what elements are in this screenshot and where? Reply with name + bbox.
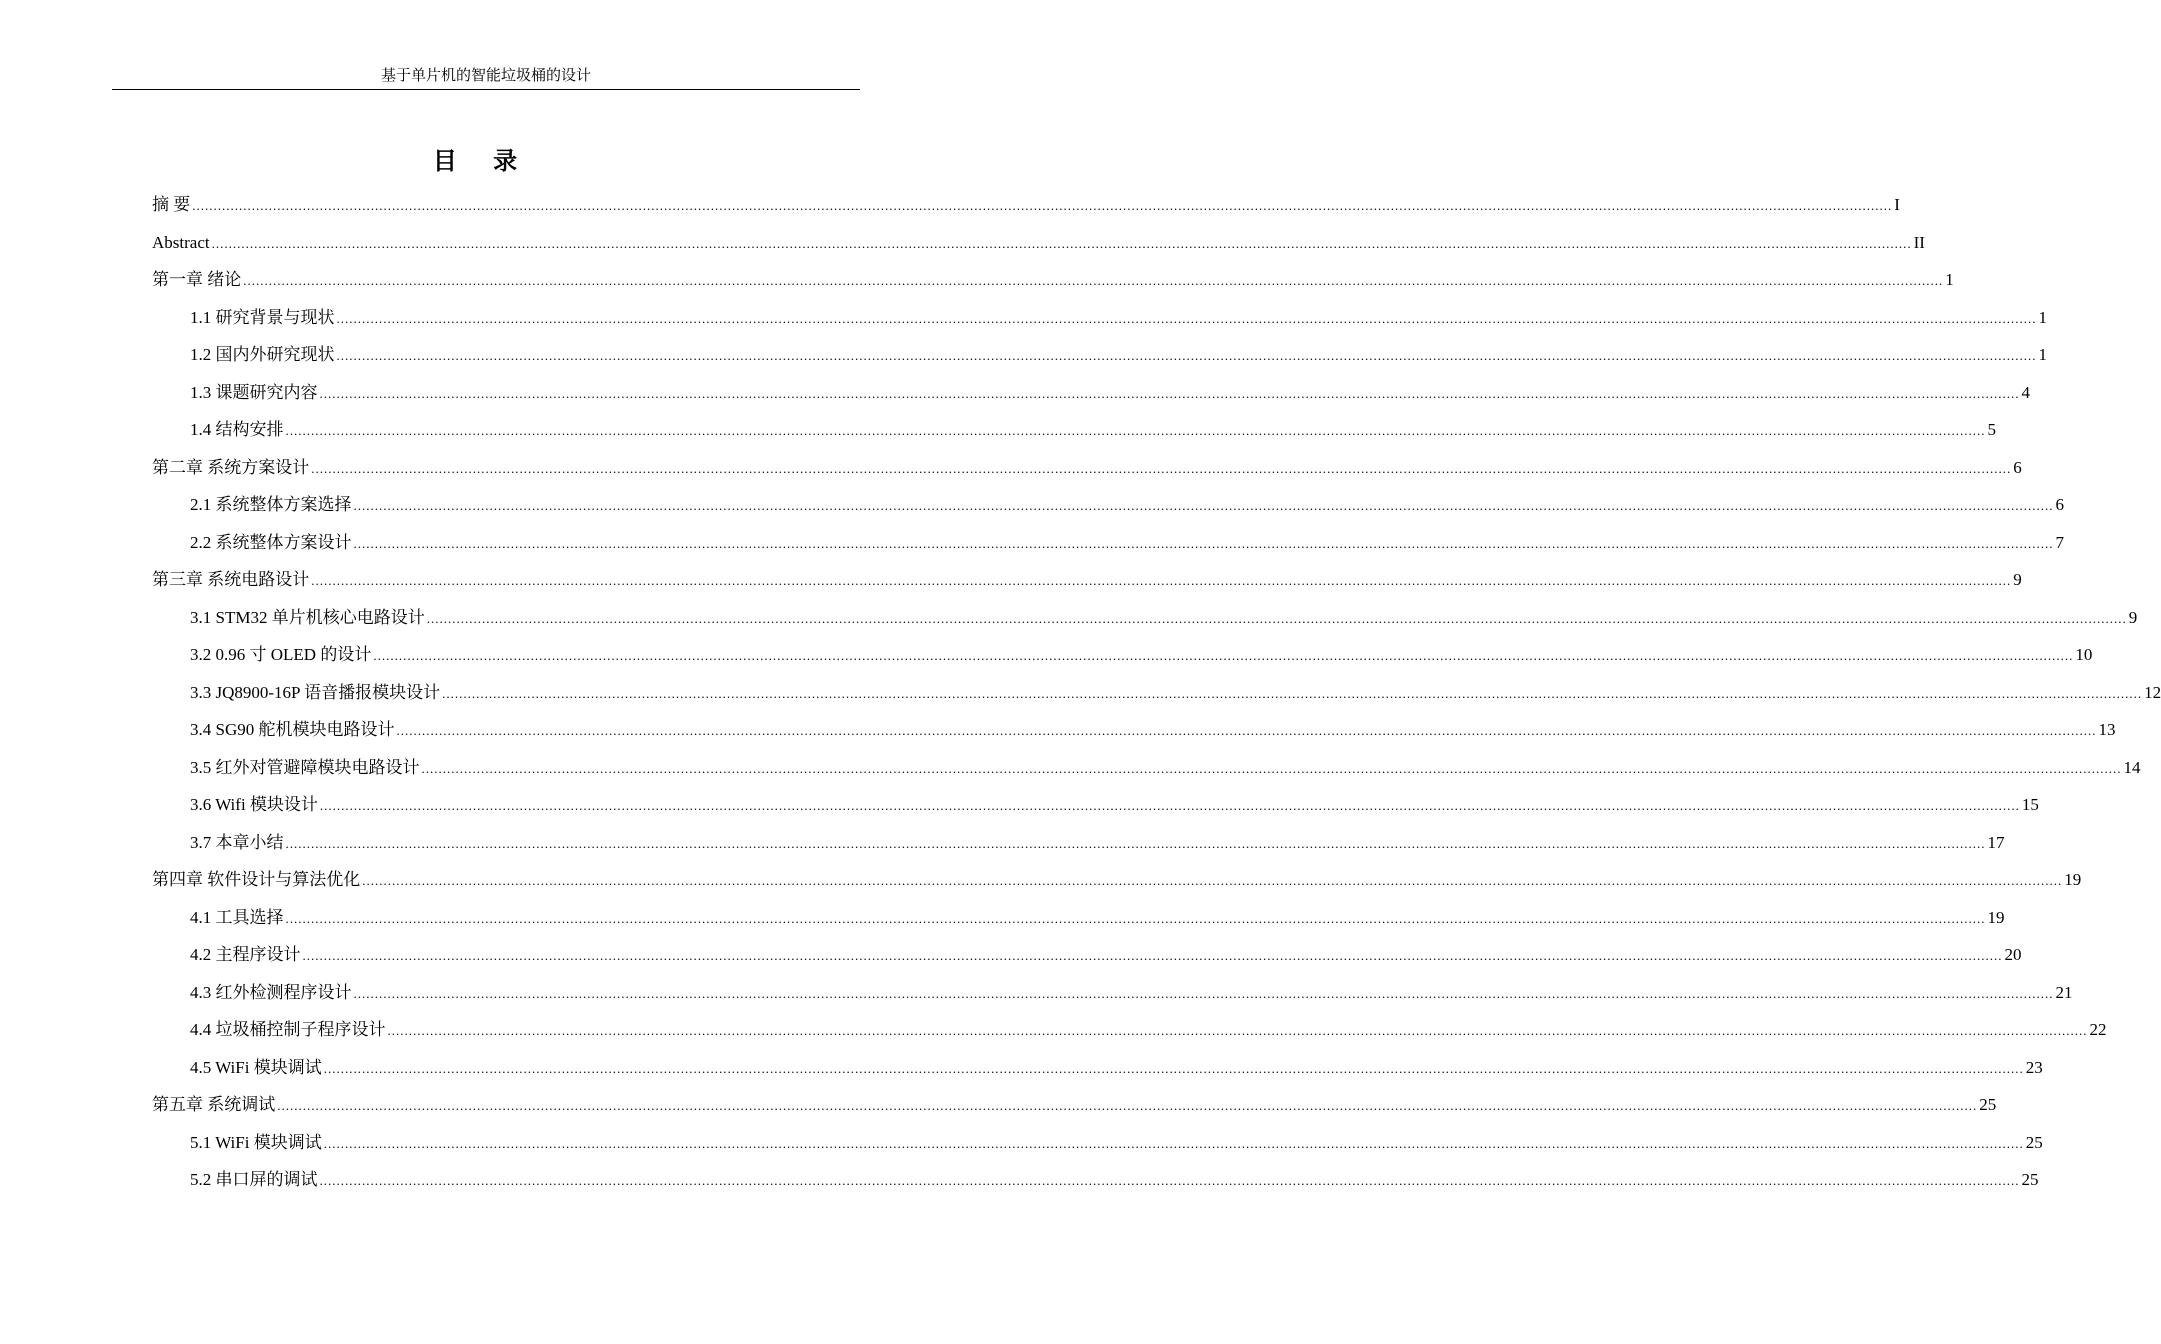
- toc-page-number: 1: [2038, 345, 2047, 364]
- toc-dot-leader: ................................................................................................................................................................................................................................................................................................................................................................................................................: [336, 311, 2037, 326]
- toc-dot-leader: ................................................................................................................................................................................................................................................................................................................................................................................................................: [285, 911, 1986, 926]
- toc-section-entry[interactable]: [190, 974, 2073, 1011]
- toc-entry-label: 2.2 系统整体方案设计: [190, 533, 352, 552]
- toc-section-entry[interactable]: [190, 674, 2161, 711]
- toc-section-entry[interactable]: [190, 411, 1996, 448]
- toc-section-entry[interactable]: [190, 374, 2030, 411]
- toc-dot-leader: ................................................................................................................................................................................................................................................................................................................................................................................................................: [387, 1023, 2088, 1038]
- toc-dot-leader: ................................................................................................................................................................................................................................................................................................................................................................................................................: [362, 873, 2063, 888]
- toc-chapter-entry[interactable]: [152, 1086, 1997, 1123]
- toc-page-number: 25: [1979, 1095, 1997, 1114]
- toc-dot-leader: ................................................................................................................................................................................................................................................................................................................................................................................................................: [421, 761, 2122, 776]
- toc-section-entry[interactable]: [190, 936, 2022, 973]
- toc-page-number: 13: [2098, 720, 2116, 739]
- toc-page-number: 9: [2128, 608, 2138, 627]
- toc-section-entry[interactable]: [190, 786, 2039, 823]
- toc-dot-leader: ................................................................................................................................................................................................................................................................................................................................................................................................................: [311, 573, 2012, 588]
- toc-entry-label: 4.2 主程序设计: [190, 945, 301, 964]
- toc-dot-leader: ................................................................................................................................................................................................................................................................................................................................................................................................................: [442, 686, 2143, 701]
- toc-entry-label: 2.1 系统整体方案选择: [190, 495, 352, 514]
- toc-dot-leader: ................................................................................................................................................................................................................................................................................................................................................................................................................: [323, 1061, 2024, 1076]
- toc-section-entry[interactable]: [190, 599, 2138, 636]
- toc-page-number: 1: [2038, 308, 2047, 327]
- toc-chapter-entry[interactable]: [152, 861, 2082, 898]
- running-header: 基于单片机的智能垃圾桶的设计: [380, 68, 591, 84]
- toc-dot-leader: ................................................................................................................................................................................................................................................................................................................................................................................................................: [192, 198, 1893, 213]
- toc-dot-leader: ................................................................................................................................................................................................................................................................................................................................................................................................................: [319, 1173, 2020, 1188]
- toc-entry-label: 3.4 SG90 舵机模块电路设计: [190, 720, 395, 739]
- toc-dot-leader: ................................................................................................................................................................................................................................................................................................................................................................................................................: [211, 236, 1912, 251]
- toc-page-number: 22: [2089, 1020, 2107, 1039]
- toc-entry-label: 3.5 红外对管避障模块电路设计: [190, 758, 420, 777]
- toc-page-number: 5: [1987, 420, 1996, 439]
- toc-page-number: 6: [2055, 495, 2064, 514]
- toc-section-entry[interactable]: [190, 899, 2005, 936]
- toc-section-entry[interactable]: [190, 749, 2141, 786]
- toc-dot-leader: ................................................................................................................................................................................................................................................................................................................................................................................................................: [323, 1136, 2024, 1151]
- toc-entry-label: 5.1 WiFi 模块调试: [190, 1133, 322, 1152]
- toc-chapter-entry[interactable]: [152, 224, 1925, 261]
- toc-section-entry[interactable]: [190, 336, 2047, 373]
- toc-section-entry[interactable]: [190, 636, 2093, 673]
- toc-dot-leader: ................................................................................................................................................................................................................................................................................................................................................................................................................: [285, 836, 1986, 851]
- toc-page-number: 14: [2123, 758, 2141, 777]
- toc-section-entry[interactable]: [190, 1124, 2043, 1161]
- toc-page-number: 19: [2064, 870, 2082, 889]
- toc-entry-label: 第一章 绪论: [152, 270, 242, 289]
- toc-entry-label: 3.7 本章小结: [190, 833, 284, 852]
- toc-entry-label: 3.6 Wifi 模块设计: [190, 795, 318, 814]
- toc-entry-label: 4.5 WiFi 模块调试: [190, 1058, 322, 1077]
- toc-page-number: 15: [2021, 795, 2039, 814]
- toc-chapter-entry[interactable]: [152, 561, 2022, 598]
- toc-page-number: 20: [2004, 945, 2022, 964]
- toc-entry-label: 3.1 STM32 单片机核心电路设计: [190, 608, 425, 627]
- toc-section-entry[interactable]: [190, 1049, 2043, 1086]
- toc-dot-leader: ................................................................................................................................................................................................................................................................................................................................................................................................................: [426, 611, 2127, 626]
- toc-dot-leader: ................................................................................................................................................................................................................................................................................................................................................................................................................: [277, 1098, 1978, 1113]
- toc-dot-leader: ................................................................................................................................................................................................................................................................................................................................................................................................................: [311, 461, 2012, 476]
- toc-dot-leader: ................................................................................................................................................................................................................................................................................................................................................................................................................: [353, 498, 2054, 513]
- toc-entry-label: 第五章 系统调试: [152, 1095, 276, 1114]
- toc-entry-label: 第二章 系统方案设计: [152, 458, 310, 477]
- toc-page-number: 10: [2075, 645, 2093, 664]
- toc-entry-label: 摘 要: [152, 195, 191, 214]
- toc-page-number: 12: [2144, 683, 2161, 702]
- toc-section-entry[interactable]: [190, 524, 2064, 561]
- toc-section-entry[interactable]: [190, 711, 2116, 748]
- toc-dot-leader: ................................................................................................................................................................................................................................................................................................................................................................................................................: [243, 273, 1944, 288]
- toc-entry-label: 1.1 研究背景与现状: [190, 308, 335, 327]
- toc-page-number: 6: [2013, 458, 2022, 477]
- toc-entry-label: 第四章 软件设计与算法优化: [152, 870, 361, 889]
- toc-section-entry[interactable]: [190, 486, 2064, 523]
- toc-dot-leader: ................................................................................................................................................................................................................................................................................................................................................................................................................: [373, 648, 2074, 663]
- toc-page-number: 25: [2025, 1133, 2043, 1152]
- toc-page-number: 1: [1945, 270, 1954, 289]
- toc-page-number: 17: [1987, 833, 2005, 852]
- toc-dot-leader: ................................................................................................................................................................................................................................................................................................................................................................................................................: [353, 536, 2054, 551]
- toc-chapter-entry[interactable]: [152, 186, 1900, 223]
- toc-page-number: 21: [2055, 983, 2073, 1002]
- toc-page-number: 7: [2055, 533, 2064, 552]
- toc-page-number: II: [1913, 233, 1925, 252]
- toc-entry-label: 1.2 国内外研究现状: [190, 345, 335, 364]
- toc-section-entry[interactable]: [190, 299, 2047, 336]
- toc-entry-label: 4.4 垃圾桶控制子程序设计: [190, 1020, 386, 1039]
- toc-page-number: 9: [2013, 570, 2022, 589]
- toc-dot-leader: ................................................................................................................................................................................................................................................................................................................................................................................................................: [353, 986, 2054, 1001]
- toc-chapter-entry[interactable]: [152, 261, 1954, 298]
- toc-title: 目 录: [432, 147, 532, 175]
- toc-entry-label: 3.3 JQ8900-16P 语音播报模块设计: [190, 683, 441, 702]
- toc-page-number: 4: [2021, 383, 2030, 402]
- toc-section-entry[interactable]: [190, 1161, 2039, 1198]
- toc-dot-leader: ................................................................................................................................................................................................................................................................................................................................................................................................................: [319, 798, 2020, 813]
- toc-entry-label: 1.3 课题研究内容: [190, 383, 318, 402]
- toc-entry-label: 4.1 工具选择: [190, 908, 284, 927]
- toc-section-entry[interactable]: [190, 824, 2005, 861]
- toc-dot-leader: ................................................................................................................................................................................................................................................................................................................................................................................................................: [285, 423, 1986, 438]
- toc-dot-leader: ................................................................................................................................................................................................................................................................................................................................................................................................................: [336, 348, 2037, 363]
- toc-chapter-entry[interactable]: [152, 449, 2022, 486]
- toc-dot-leader: ................................................................................................................................................................................................................................................................................................................................................................................................................: [302, 948, 2003, 963]
- toc-dot-leader: ................................................................................................................................................................................................................................................................................................................................................................................................................: [396, 723, 2097, 738]
- toc-page-number: 25: [2021, 1170, 2039, 1189]
- toc-page-number: 23: [2025, 1058, 2043, 1077]
- toc-page-number: I: [1894, 195, 1900, 214]
- header-rule: [112, 89, 860, 90]
- toc-page-number: 19: [1987, 908, 2005, 927]
- toc-entry-label: 第三章 系统电路设计: [152, 570, 310, 589]
- toc-entry-label: 1.4 结构安排: [190, 420, 284, 439]
- toc-entry-label: 3.2 0.96 寸 OLED 的设计: [190, 645, 372, 664]
- toc-section-entry[interactable]: [190, 1011, 2107, 1048]
- toc-entry-label: Abstract: [152, 233, 210, 252]
- toc-dot-leader: ................................................................................................................................................................................................................................................................................................................................................................................................................: [319, 386, 2020, 401]
- toc-entry-label: 4.3 红外检测程序设计: [190, 983, 352, 1002]
- toc-entry-label: 5.2 串口屏的调试: [190, 1170, 318, 1189]
